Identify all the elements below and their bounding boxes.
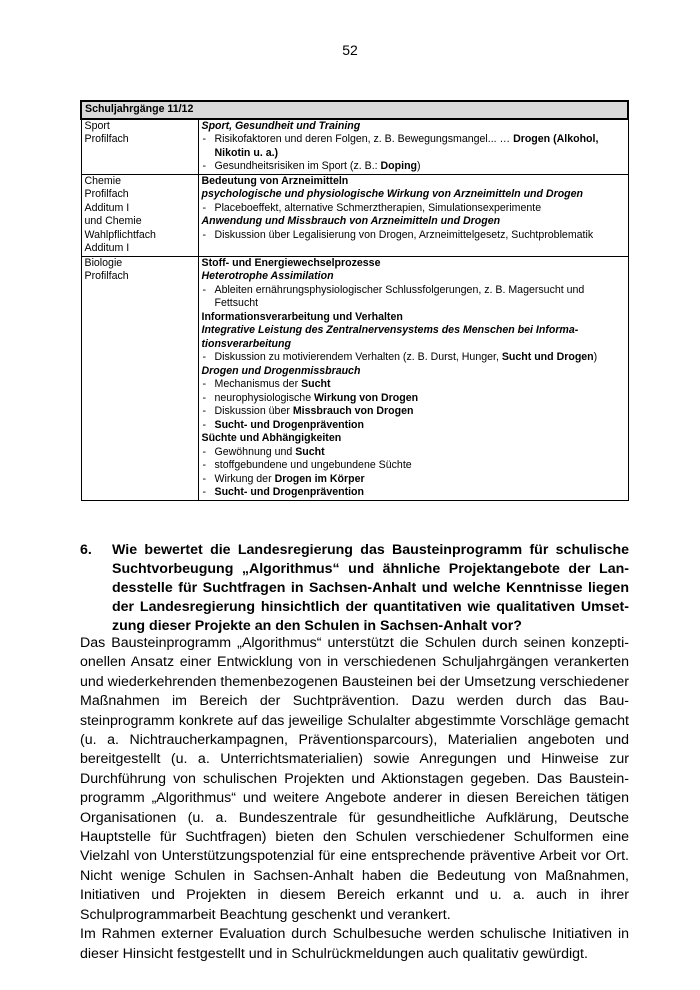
section-heading: Bedeutung von Arzneimitteln	[201, 174, 349, 187]
table-row	[81, 174, 628, 256]
bold-text: Doping	[380, 160, 418, 172]
section-subheading: Anwendung und Missbrauch von Arzneimitteln und Drogen	[201, 215, 501, 227]
text: Diskussion über Legalisierung von Drogen, Arzneimittelgesetz, Suchtproblematik	[214, 228, 594, 241]
subject-label: Sport	[84, 119, 110, 132]
answer-paragraph: Im Rahmen externer Evaluation durch Schulbesuche werden schulische Initiativen in dieser Hinsicht festgestellt und in Schulrückmeldungen auch qualitativ gewürdigt.	[80, 926, 629, 962]
subject-cell	[81, 256, 198, 500]
table-header: Schuljahrgänge 11/12	[81, 101, 628, 119]
text: )	[417, 160, 421, 172]
bold-text: Wirkung von Drogen	[314, 391, 419, 404]
subject-label: Wahlpflichtfach	[84, 228, 156, 241]
bold-text: Sucht und Drogen	[501, 351, 594, 363]
subject-cell	[81, 174, 198, 256]
text: stoffgebundene und ungebundene Süchte	[214, 459, 412, 471]
text: Gewöhnung und	[214, 445, 296, 458]
section-subheading: Drogen und Drogenmissbrauch	[201, 364, 361, 377]
bullet-item	[202, 378, 625, 392]
subject-label: Biologie	[84, 256, 123, 269]
section-subheading: Sport, Gesundheit und Training	[201, 119, 361, 132]
bold-text: Sucht- und Drogenprävention	[214, 418, 364, 431]
bullet-item	[202, 459, 625, 473]
text: Wirkung der	[214, 472, 275, 485]
bold-text: Sucht- und Drogenprävention	[214, 486, 364, 498]
subject-label: Additum I	[84, 201, 130, 214]
text: Ableiten ernährungsphysiologischer Schlussfolgerungen, z. B. Magersucht und Fettsucht	[214, 283, 585, 309]
subject-label: Chemie	[84, 174, 122, 187]
bold-text: Missbrauch von Drogen	[292, 405, 414, 417]
text: Mechanismus der	[214, 378, 302, 390]
bullet-item	[202, 419, 625, 433]
answer-text	[80, 634, 629, 964]
bullet-item	[202, 405, 625, 419]
subject-label: Profilfach	[84, 270, 129, 282]
bullet-item	[202, 284, 625, 311]
bullet-item	[202, 229, 625, 243]
section-heading: Süchte und Abhängigkeiten	[201, 432, 342, 444]
bullet-item	[202, 351, 625, 365]
question-text: Wie bewertet die Landesregierung das Bausteinprogramm für schulische Suchtvorbeugung „Algorithmus“ und ähnliche Projektangebote der Landesstelle für Suchtfragen in Sachsen-Anhalt und welche Kenntnisse liegen der Landesregierung hinsichtlich der quantitativen wie qualitativen Umsetzung dieser Projekte an den Schulen in Sachsen-Anhalt vor?	[112, 542, 629, 634]
bold-text: Sucht	[295, 445, 325, 458]
subject-label: Profilfach	[84, 188, 129, 200]
bullet-item	[202, 160, 625, 174]
section-heading: Informationsverarbeitung und Verhalten	[201, 310, 403, 323]
table-header-row	[81, 101, 628, 119]
bold-text: Sucht	[301, 378, 331, 390]
section-subheading: psychologische und physiologische Wirkung von Arzneimitteln und Drogen	[201, 188, 584, 200]
table-row	[81, 256, 628, 500]
curriculum-table	[80, 100, 629, 501]
text: Gesundheitsrisiken im Sport (z. B.:	[214, 160, 381, 172]
bullet-item	[202, 486, 625, 500]
text: Placeboeffekt, alternative Schmerztherapien, Simulationsexperimente	[214, 201, 542, 214]
table-row	[81, 119, 628, 175]
content-cell	[198, 174, 628, 256]
bold-text: Drogen (Alkohol, Nikotin u. a.)	[214, 133, 599, 159]
content-cell	[198, 119, 628, 175]
text: Diskussion zu motivierendem Verhalten (z. B. Durst, Hunger,	[214, 351, 502, 363]
bullet-item	[202, 133, 625, 160]
subject-label: und Chemie	[84, 215, 142, 227]
question-number: 6.	[80, 542, 92, 558]
section-heading: Stoff- und Energiewechselprozesse	[201, 256, 381, 269]
subject-label: Profilfach	[84, 133, 129, 145]
content-cell	[198, 256, 628, 500]
section-subheading: Heterotrophe Assimilation	[201, 270, 334, 282]
subject-label: Additum I	[84, 242, 130, 254]
bullet-item	[202, 392, 625, 406]
bullet-item	[202, 473, 625, 487]
text: neurophysiologische	[214, 391, 315, 404]
bullet-item	[202, 202, 625, 216]
bold-text: Drogen im Körper	[274, 472, 365, 485]
text: )	[593, 351, 598, 363]
text: Diskussion über	[214, 405, 293, 417]
page-number: 52	[342, 42, 358, 58]
text: Risikofaktoren und deren Folgen, z. B. Bewegungsmangel... …	[214, 133, 514, 145]
answer-paragraph: Das Bausteinprogramm „Algorithmus“ unterstützt die Schulen durch seinen konzeptionellen Ansatz einer Entwicklung von in verschiedenen Schuljahrgängen verankerten und wiederkehrenden themenbezogenen Bausteinen bei der Umsetzung verschiedener Maßnahmen im Bereich der Suchtprävention. Dazu werden durch das Bausteinprogramm konkrete auf das jeweilige Schulalter abgestimmte Vorschläge gemacht (u. a. Nichtraucherkampagnen, Präventionsparcours), Materialien angeboten und bereitgestellt (u. a. Unterrichtsmaterialien) sowie Anregungen und Hinweise zur Durchführung von schulischen Projekten und Aktionstagen gegeben. Das Bausteinprogramm „Algorithmus“ und weitere Angebote anderer in diesen Bereichen tätigen Organisationen (u. a. Bundeszentrale für gesundheitliche Aufklärung, Deutsche Hauptstelle für Suchtfragen) bieten den Schulen verschiedener Schulformen eine Vielzahl von Unterstützungspotenzial für eine entsprechende präventive Arbeit vor Ort. Nicht wenige Schulen in Sachsen-Anhalt haben die Bedeutung von Maßnahmen, Initiativen und Projekten in diesem Bereich erkannt und u. a. auch in ihrer Schulprogrammarbeit Beachtung geschenkt und verankert.	[80, 635, 629, 923]
section-subheading: Integrative Leistung des Zentralnervensystems des Menschen bei Informationsverarbeitung	[201, 324, 579, 350]
subject-cell	[81, 119, 198, 175]
bullet-item	[202, 446, 625, 460]
question-6	[80, 541, 629, 636]
